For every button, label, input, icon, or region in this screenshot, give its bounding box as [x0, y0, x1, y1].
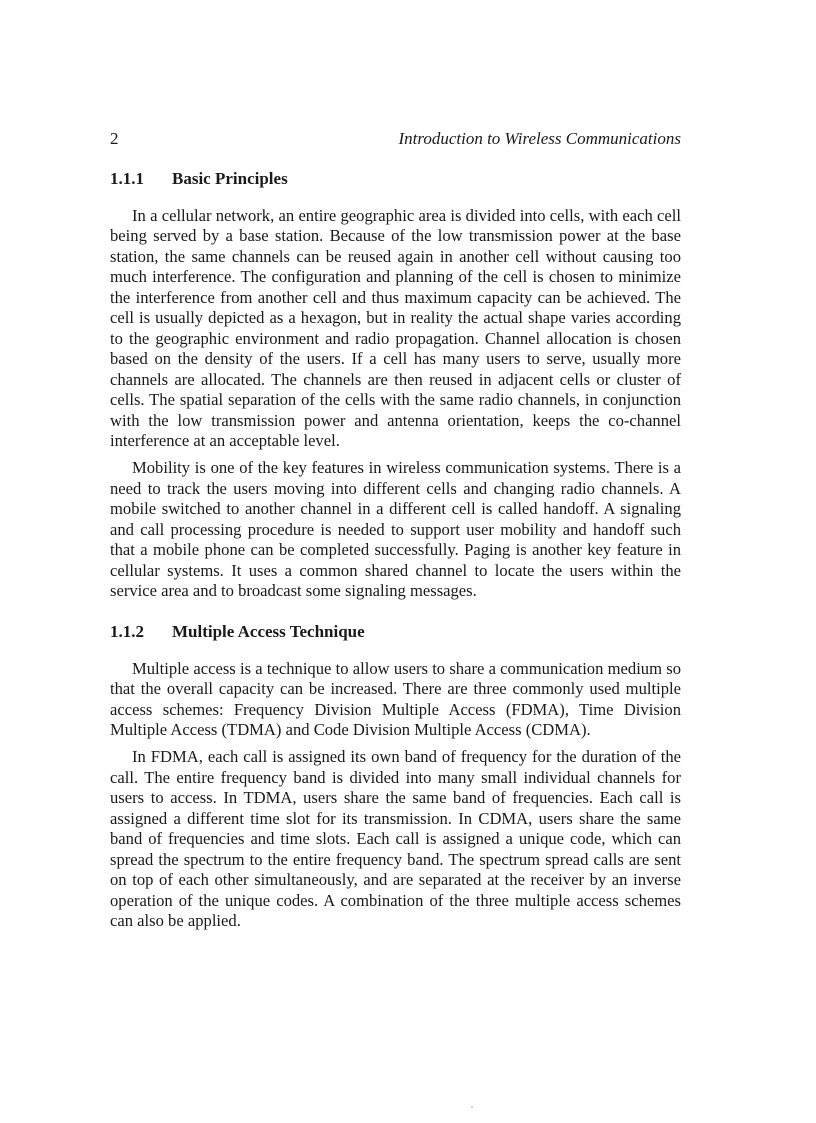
section-number: 1.1.1 [110, 169, 144, 188]
section-heading [110, 621, 681, 643]
section-title: Basic Principles [172, 169, 288, 188]
section-heading [110, 168, 681, 190]
running-header [110, 128, 681, 150]
section-number: 1.1.2 [110, 621, 144, 641]
scan-speck [471, 1106, 473, 1108]
paragraph: Multiple access is a technique to allow users to share a communication medium so that the overall capacity can be increased. There are three commonly used multiple access schemes: Frequency Division Multiple Access (FDMA), Time Division Multiple Access (TDMA) and Code Division Multiple Access (CDMA). [110, 658, 681, 739]
paragraph: In a cellular network, an entire geographic area is divided into cells, with each cell being served by a base station. Because of the low transmission power at the base station, the same channels can be reused again in another cell without causing too much interference. The configuration and planning of the cell is chosen to minimize the interference from another cell and thus maximum capacity can be achieved. The cell is usually depicted as a hexagon, but in reality the actual shape varies according to the geographic environment and radio propagation. Channel allocation is chosen based on the density of the users. If a cell has many users to serve, usually more channels are allocated. The channels are then reused in adjacent cells or cluster of cells. The spatial separation of the cells with the same radio channels, in conjunction with the low transmission power and antenna orientation, keeps the co-channel interference at an acceptable level. [110, 206, 681, 450]
section-basic-principles [110, 168, 681, 602]
section-multiple-access [110, 621, 681, 932]
paragraph: Mobility is one of the key features in wireless communication systems. There is a need to track the users moving into different cells and changing radio channels. A mobile switched to another channel in a different cell is called handoff. A signaling and call processing procedure is needed to support user mobility and handoff such that a mobile phone can be completed successfully. Paging is another key feature in cellular systems. It uses a common shared channel to locate the users within the service area and to broadcast some signaling messages. [110, 458, 681, 601]
running-title: Introduction to Wireless Communications [398, 129, 681, 148]
paragraph: In FDMA, each call is assigned its own band of frequency for the duration of the call. The entire frequency band is divided into many small individual channels for users to access. In TDMA, users share the same band of frequencies. Each call is assigned a different time slot for its transmission. In CDMA, users share the same band of frequencies and time slots. Each call is assigned a unique code, which can spread the spectrum to the entire frequency band. The spectrum spread calls are sent on top of each other simultaneously, and are separated at the receiver by an inverse operation of the unique codes. A combination of the three multiple access schemes can also be applied. [110, 747, 681, 931]
section-title: Multiple Access Technique [172, 621, 365, 641]
page-number: 2 [110, 129, 119, 148]
book-page [110, 128, 681, 939]
